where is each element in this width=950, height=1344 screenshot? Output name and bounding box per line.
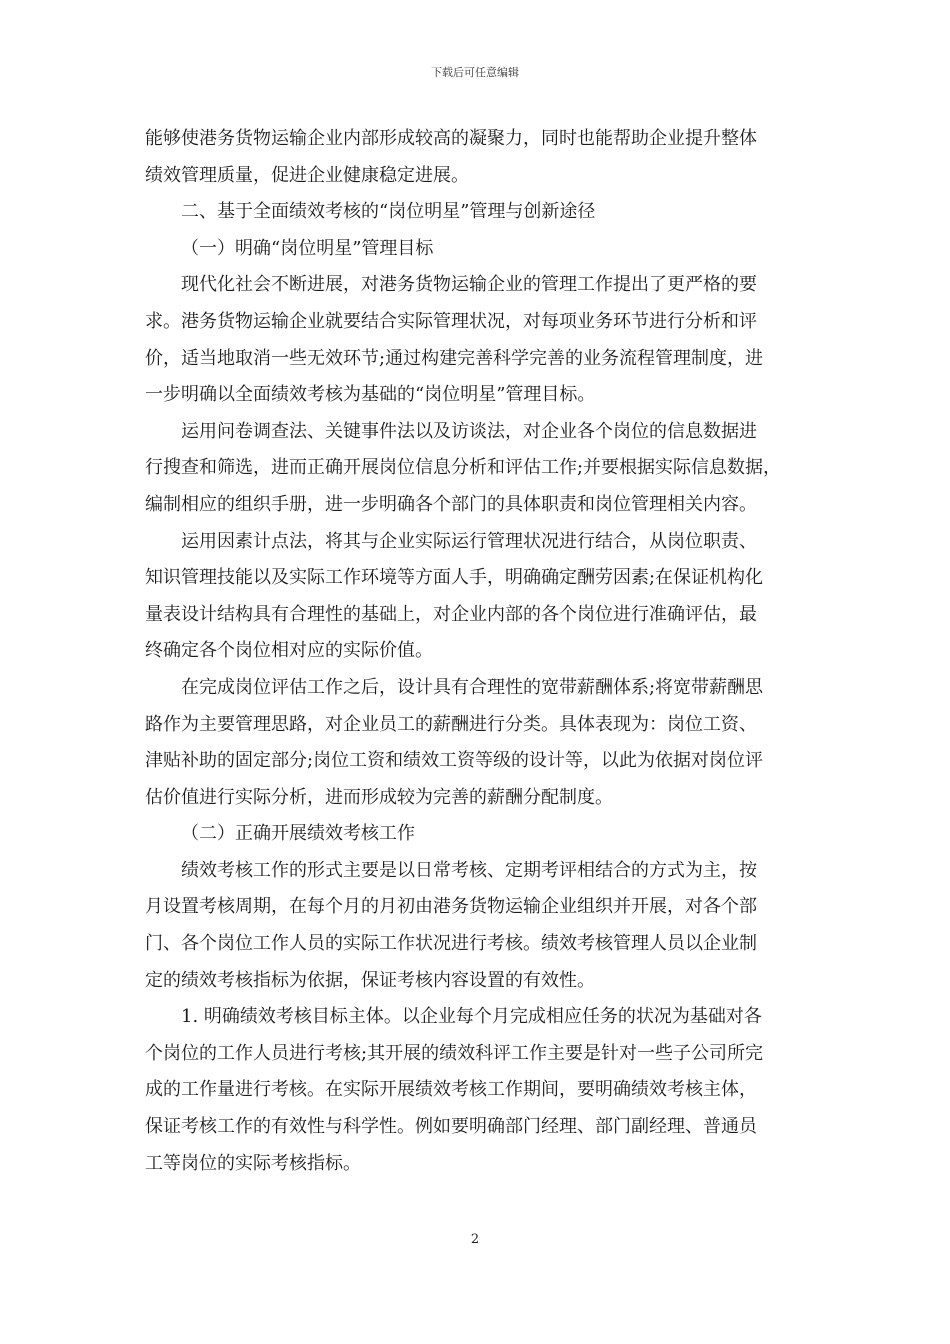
text-line: 价，适当地取消一些无效环节;通过构建完善科学完善的业务流程管理制度，进 (145, 347, 764, 369)
page-number: 2 (470, 1232, 480, 1247)
text-line: （一）明确“岗位明星”管理目标 (181, 237, 434, 259)
text-line: 量表设计结构具有合理性的基础上，对企业内部的各个岗位进行准确评估，最 (145, 603, 757, 625)
text-line: 行搜查和筛选，进而正确开展岗位信息分析和评估工作;并要根据实际信息数据， (145, 457, 782, 479)
text-line: 绩效管理质量，促进企业健康稳定进展。 (145, 164, 469, 186)
text-line: 求。港务货物运输企业就要结合实际管理状况，对每项业务环节进行分析和评 (145, 310, 757, 332)
text-line: 保证考核工作的有效性与科学性。例如要明确部门经理、部门副经理、普通员 (145, 1116, 757, 1138)
text-line: 现代化社会不断进展，对港务货物运输企业的管理工作提出了更严格的要 (181, 274, 757, 296)
text-line: 1. 明确绩效考核目标主体。以企业每个月完成相应任务的状况为基础对各 (181, 1006, 762, 1028)
document-body (145, 121, 805, 1182)
page-header: 下载后可任意编辑 (431, 66, 519, 79)
text-line: 运用问卷调查法、关键事件法以及访谈法，对企业各个岗位的信息数据进 (181, 420, 757, 442)
text-line: 定的绩效考核指标为依据，保证考核内容设置的有效性。 (145, 969, 595, 991)
text-line: 编制相应的组织手册，进一步明确各个部门的具体职责和岗位管理相关内容。 (145, 493, 757, 515)
text-line: 个岗位的工作人员进行考核;其开展的绩效科评工作主要是针对一些子公司所完 (145, 1042, 764, 1064)
text-line: 终确定各个岗位相对应的实际价值。 (145, 640, 433, 662)
text-line: 二、基于全面绩效考核的“岗位明星”管理与创新途径 (181, 201, 596, 223)
text-line: 在完成岗位评估工作之后，设计具有合理性的宽带薪酬体系;将宽带薪酬思 (181, 676, 764, 698)
text-line: 能够使港务货物运输企业内部形成较高的凝聚力，同时也能帮助企业提升整体 (145, 128, 757, 149)
text-line: 知识管理技能以及实际工作环境等方面人手，明确确定酬劳因素;在保证机构化 (145, 567, 764, 589)
text-line: （二）正确开展绩效考核工作 (181, 823, 415, 845)
text-line: 门、各个岗位工作人员的实际工作状况进行考核。绩效考核管理人员以企业制 (145, 933, 757, 955)
text-line: 工等岗位的实际考核指标。 (145, 1152, 361, 1174)
text-line: 路作为主要管理思路，对企业员工的薪酬进行分类。具体表现为：岗位工资、 (145, 713, 757, 735)
text-line: 一步明确以全面绩效考核为基础的“岗位明星”管理目标。 (145, 384, 596, 406)
text-line: 成的工作量进行考核。在实际开展绩效考核工作期间，要明确绩效考核主体， (145, 1079, 757, 1101)
text-line: 运用因素计点法，将其与企业实际运行管理状况进行结合，从岗位职责、 (181, 530, 757, 552)
text-line: 月设置考核周期，在每个月的月初由港务货物运输企业组织并开展，对各个部 (145, 896, 757, 918)
text-line: 估价值进行实际分析，进而形成较为完善的薪酬分配制度。 (145, 786, 613, 808)
text-line: 绩效考核工作的形式主要是以日常考核、定期考评相结合的方式为主，按 (181, 859, 757, 881)
text-line: 津贴补助的固定部分;岗位工资和绩效工资等级的设计等，以此为依据对岗位评 (145, 750, 764, 772)
